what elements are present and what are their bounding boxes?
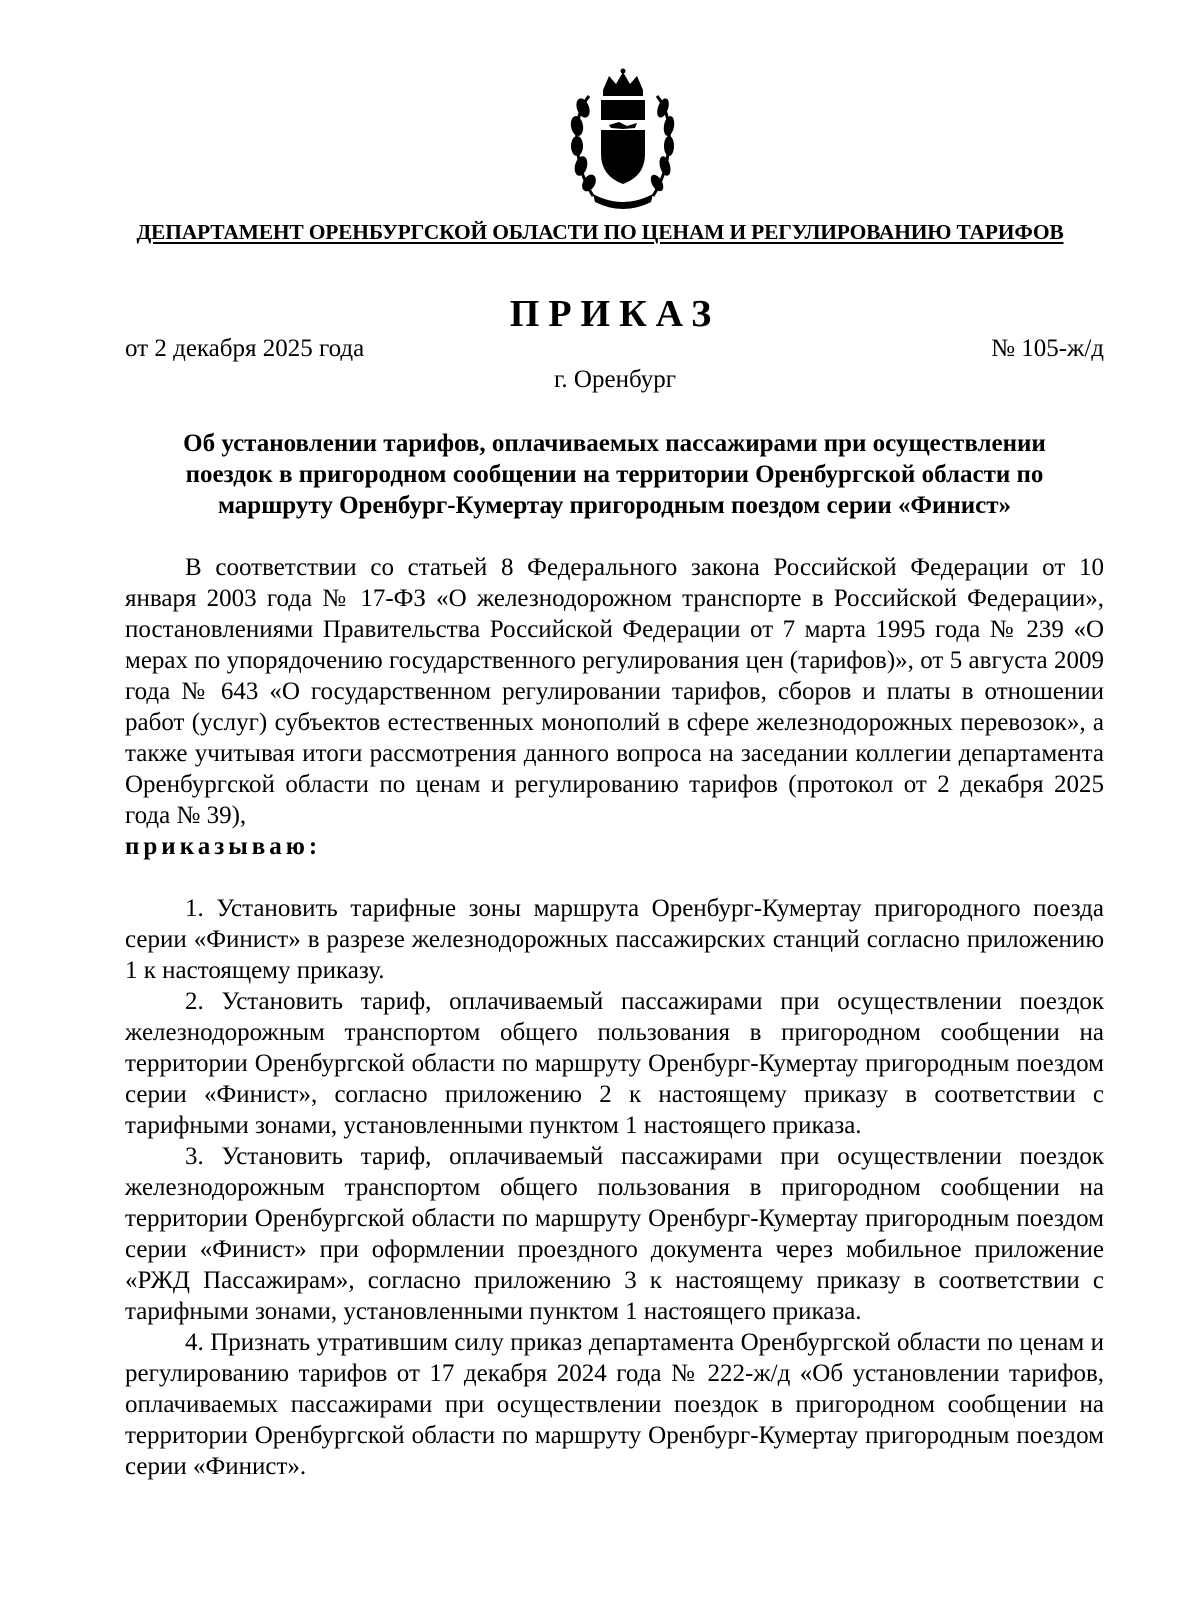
order-item: 4. Признать утратившим силу приказ департамента Оренбургской области по ценам и регулированию тарифов от 17 декабря 2024 года № 222-ж/д «Об установлении тарифов, оплачиваемых пассажирами при осуществлении поездок в пригородном сообщении на территории Оренбургской области по маршруту Оренбург-Кумертау пригородным поездом серии «Финист».: [125, 1329, 1104, 1480]
heading-line: маршруту Оренбург-Кумертау пригородным поездом серии «Финист»: [217, 492, 1012, 519]
heading-line: поездок в пригородном сообщении на территории Оренбургской области по: [185, 461, 1044, 488]
department-name: ДЕПАРТАМЕНТ ОРЕНБУРГСКОЙ ОБЛАСТИ ПО ЦЕНАМ И РЕГУЛИРОВАНИЮ ТАРИФОВ: [136, 220, 1064, 244]
document-number: № 105-ж/д: [991, 335, 1104, 362]
preamble-paragraph: [125, 552, 1104, 831]
document-city: г. Оренбург: [554, 366, 676, 393]
order-word: приказываю:: [125, 833, 322, 860]
order-item: 2. Установить тариф, оплачиваемый пассажирами при осуществлении поездок железнодорожным транспортом общего пользования в пригородном сообщении на территории Оренбургской области по маршруту Оренбург-Кумертау пригородным поездом серии «Финист», согласно приложению 2 к настоящему приказу в соответствии с тарифными зонами, установленными пунктом 1 настоящего приказа.: [125, 988, 1104, 1139]
order-item: 3. Установить тариф, оплачиваемый пассажирами при осуществлении поездок железнодорожным транспортом общего пользования в пригородном сообщении на территории Оренбургской области по маршруту Оренбург-Кумертау пригородным поездом серии «Финист» при оформлении проездного документа через мобильное приложение «РЖД Пассажирам», согласно приложению 3 к настоящему приказу в соответствии с тарифными зонами, установленными пунктом 1 настоящего приказа.: [125, 1143, 1104, 1325]
document-body: [125, 552, 1104, 1482]
preamble-text: В соответствии со статьей 8 Федерального закона Российской Федерации от 10 января 2003 года № 17-ФЗ «О железнодорожном транспорте в Российской Федерации», постановлениями Правительства Российской Федерации от 7 марта 1995 года № 239 «О мерах по упорядочению государственного регулирования цен (тарифов)», от 5 августа 2009 года № 643 «О государственном регулировании тарифов, сборов и платы в отношении работ (услуг) субъектов естественных монополий в сфере железнодорожных перевозок», а также учитывая итоги рассмотрения данного вопроса на заседании коллегии департамента Оренбургской области по ценам и регулированию тарифов (протокол от 2 декабря 2025 года № 39),: [125, 554, 1104, 829]
heading-line: Об установлении тарифов, оплачиваемых пассажирами при осуществлении: [183, 430, 1046, 457]
order-item: 1. Установить тарифные зоны маршрута Оренбург-Кумертау пригородного поезда серии «Финист» в разрезе железнодорожных пассажирских станций согласно приложению 1 к настоящему приказу.: [125, 895, 1104, 984]
document-heading: [125, 428, 1104, 521]
coat-of-arms-icon: [563, 68, 683, 210]
document-type: ПРИКАЗ: [509, 293, 721, 335]
document-date: от 2 декабря 2025 года: [125, 335, 365, 362]
